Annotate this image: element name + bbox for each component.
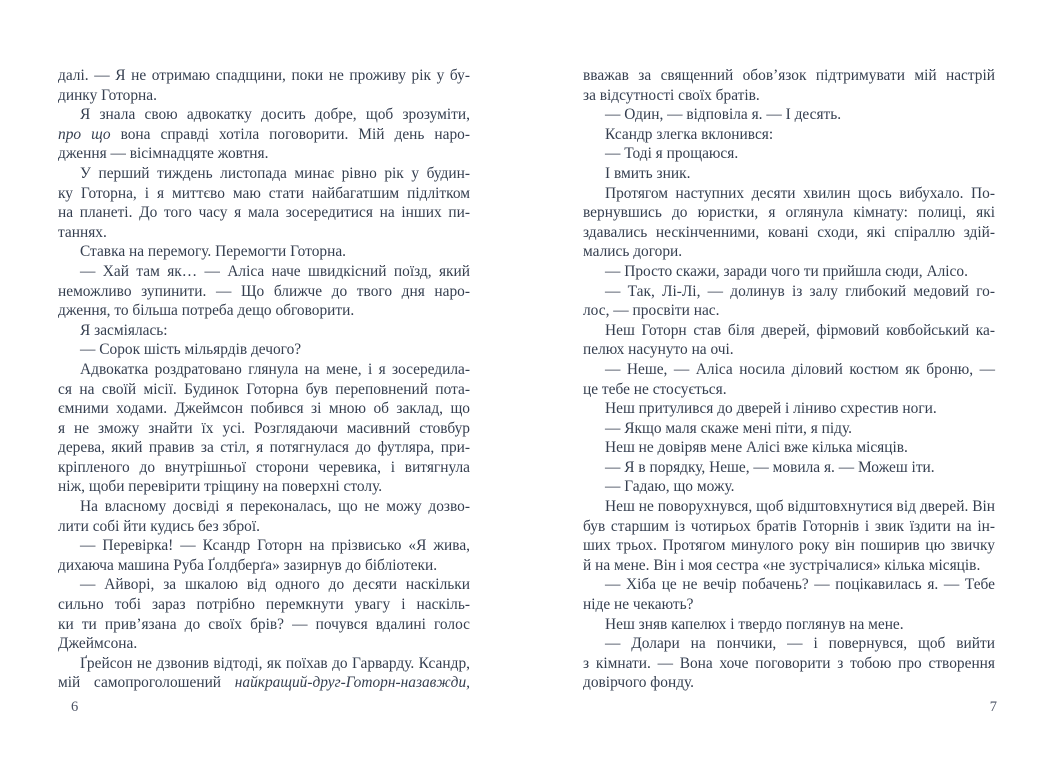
text-segment: — Я в порядку, Неше, — мовила я. — Можеш іти. bbox=[605, 458, 935, 476]
text-segment: мій самопроголошений bbox=[58, 674, 235, 692]
text-segment: далі. — Я не отримаю спадщини, поки не проживу рік у бу- bbox=[58, 67, 470, 84]
text-line bbox=[583, 419, 995, 439]
text-segment: — Просто скажи, заради чого ти прийшла сюди, Алісо. bbox=[605, 262, 968, 280]
text-segment: кріпленого до внутрішньої сторони черевика, і витягнула bbox=[58, 458, 470, 476]
text-segment: й на мене. Він і моя сестра «не зустрічалися» кілька місяців. bbox=[583, 556, 981, 574]
text-segment: — Сорок шість мільярдів дечого? bbox=[80, 341, 302, 359]
text-line bbox=[58, 184, 470, 204]
text-segment: я не зможу знайти їх усі. Розглядаючи масивний стовбур bbox=[58, 419, 470, 437]
right-page-text-block bbox=[583, 66, 995, 693]
text-line bbox=[583, 203, 995, 223]
text-segment: — Хіба це не вечір побачень? — поцікавилась я. — Тебе bbox=[605, 576, 995, 594]
text-segment: здавались нескінченними, ковані сходи, які спіраллю здій- bbox=[583, 223, 995, 241]
text-line bbox=[58, 282, 470, 302]
text-segment: — Якщо маля скаже мені піти, я піду. bbox=[605, 419, 852, 437]
text-segment: Протягом наступних десяти хвилин щось вибухало. По- bbox=[605, 184, 995, 202]
text-segment: — Гадаю, що можу. bbox=[605, 478, 735, 496]
text-segment: це тебе не стосується. bbox=[583, 380, 727, 398]
text-line bbox=[583, 223, 995, 243]
text-segment: Ксандр злегка вклонився: bbox=[605, 125, 774, 143]
text-line bbox=[58, 380, 470, 400]
text-segment: ємними ходами. Джеймсон побився зі мною об заклад, що bbox=[58, 400, 470, 418]
text-line bbox=[583, 242, 995, 262]
text-line bbox=[58, 497, 470, 517]
text-line bbox=[583, 673, 995, 693]
text-line bbox=[58, 340, 470, 360]
text-line bbox=[58, 301, 470, 321]
text-line bbox=[583, 497, 995, 517]
text-segment: був старшим із чотирьох братів Готорнів і звик їздити на ін- bbox=[583, 517, 995, 535]
text-line bbox=[58, 654, 470, 674]
text-segment: На власному досвіді я переконалась, що не можу дозво- bbox=[80, 498, 470, 516]
text-segment: Я засміялась: bbox=[80, 321, 168, 339]
text-segment: вона справді хотіла поговорити. Мій день наро- bbox=[110, 125, 470, 143]
page-number-left: 6 bbox=[71, 699, 79, 715]
text-line bbox=[583, 125, 995, 145]
text-line bbox=[58, 458, 470, 478]
text-line bbox=[583, 184, 995, 204]
text-line bbox=[58, 262, 470, 282]
text-segment: ку Готорна, і я миттєво маю стати найбагатшим підлітком bbox=[58, 184, 470, 202]
text-segment: пелюх насунуто на очі. bbox=[583, 341, 734, 359]
text-line bbox=[583, 438, 995, 458]
text-segment: Я знала свою адвокатку досить добре, щоб зрозуміти, bbox=[80, 106, 470, 124]
text-segment: — Хай там як… — Аліса наче швидкісний поїзд, який bbox=[80, 262, 470, 280]
text-line bbox=[583, 380, 995, 400]
text-line bbox=[583, 458, 995, 478]
text-line bbox=[583, 164, 995, 184]
text-segment: вернувшись до юристки, я оглянула кімнату: полиці, які bbox=[583, 204, 995, 222]
text-segment: на планеті. До того часу я мала зосередитися на інших пи- bbox=[58, 204, 470, 222]
text-line bbox=[58, 66, 470, 86]
text-segment: Неш не поворухнувся, щоб відштовхнутися від дверей. Він bbox=[605, 498, 995, 516]
text-line bbox=[58, 203, 470, 223]
text-segment: Неш зняв капелюх і твердо поглянув на мене. bbox=[605, 615, 904, 633]
text-segment: дження, то більша потреба дещо обговорити. bbox=[58, 302, 355, 320]
text-line bbox=[583, 517, 995, 537]
text-line bbox=[58, 615, 470, 635]
text-segment: таннях. bbox=[58, 223, 107, 241]
left-page-text-block bbox=[58, 66, 470, 693]
text-line bbox=[583, 634, 995, 654]
text-line bbox=[58, 223, 470, 243]
page-number-right: 7 bbox=[989, 699, 997, 715]
text-segment: за відсутності своїх братів. bbox=[583, 86, 760, 104]
text-segment: дихаюча машина Руба Ґолдберґа» зазирнув до бібліотеки. bbox=[58, 556, 438, 574]
text-line bbox=[58, 477, 470, 497]
text-segment: Неш Готорн став біля дверей, фірмовий ковбойський ка- bbox=[605, 321, 995, 339]
text-line bbox=[58, 360, 470, 380]
text-line bbox=[583, 654, 995, 674]
text-segment: — Неше, — Аліса носила діловий костюм як броню, — bbox=[605, 360, 995, 378]
text-segment: ки ти прив’язана до своїх брів? — почувся вдалині голос bbox=[58, 615, 470, 633]
text-segment: Ставка на перемогу. Перемогти Готорна. bbox=[80, 243, 346, 261]
text-line bbox=[583, 360, 995, 380]
text-line bbox=[583, 575, 995, 595]
text-line bbox=[583, 86, 995, 106]
text-line bbox=[58, 399, 470, 419]
text-line bbox=[583, 556, 995, 576]
text-segment: довірчого фонду. bbox=[583, 674, 695, 692]
text-segment: — Так, Лі-Лі, — долинув із залу глибокий медовий го- bbox=[605, 282, 995, 300]
text-segment: Ґрейсон не дзвонив відтоді, як поїхав до Гарварду. Ксандр, bbox=[80, 654, 470, 672]
text-segment: Джеймсона. bbox=[58, 635, 138, 653]
text-segment: Адвокатка роздратовано глянула на мене, і я зосередила- bbox=[80, 360, 470, 378]
text-segment: лос, — просвіти нас. bbox=[583, 302, 720, 320]
text-segment: ся на своїй місії. Будинок Готорна був переповнений пота- bbox=[58, 380, 470, 398]
text-line bbox=[58, 164, 470, 184]
text-segment: дерева, який правив за стіл, я потягнулася до футляра, при- bbox=[58, 439, 470, 457]
text-line bbox=[583, 477, 995, 497]
text-segment: мались догори. bbox=[583, 243, 683, 261]
text-line bbox=[58, 517, 470, 537]
text-line bbox=[58, 105, 470, 125]
text-line bbox=[583, 340, 995, 360]
text-segment: дження — вісімнадцяте жовтня. bbox=[58, 145, 269, 163]
italic-text-segment: про що bbox=[58, 125, 111, 143]
text-line bbox=[583, 105, 995, 125]
text-line bbox=[58, 419, 470, 439]
text-line bbox=[583, 595, 995, 615]
text-line bbox=[58, 86, 470, 106]
text-segment: — Долари на пончики, — і повернувся, щоб вийти bbox=[605, 635, 995, 653]
text-line bbox=[58, 595, 470, 615]
text-line bbox=[58, 125, 470, 145]
text-line bbox=[583, 66, 995, 86]
text-line bbox=[583, 262, 995, 282]
text-segment: — Айворі, за шкалою від одного до десяти наскільки bbox=[80, 576, 470, 594]
text-line bbox=[583, 536, 995, 556]
text-segment: з кімнати. — Вона хоче поговорити з тобою про створення bbox=[583, 654, 995, 672]
text-line bbox=[58, 673, 470, 693]
text-segment: Неш не довіряв мене Алісі вже кілька місяців. bbox=[605, 439, 908, 457]
text-segment: лити собі йти кудись без зброї. bbox=[58, 517, 261, 535]
text-segment: ших трьох. Протягом минулого року він поширив цю звичку bbox=[583, 537, 995, 555]
text-line bbox=[58, 438, 470, 458]
text-line bbox=[58, 144, 470, 164]
text-segment: неможливо зупинити. — Що ближче до твого дня наро- bbox=[58, 282, 470, 300]
text-segment: — Перевірка! — Ксандр Готорн на прізвисько «Я жива, bbox=[80, 537, 470, 555]
text-segment: І вмить зник. bbox=[605, 164, 691, 182]
text-line bbox=[583, 282, 995, 302]
text-line bbox=[583, 144, 995, 164]
text-segment: динку Готорна. bbox=[58, 86, 157, 104]
text-line bbox=[583, 615, 995, 635]
text-line bbox=[58, 575, 470, 595]
text-segment: ніде не чекають? bbox=[583, 596, 694, 614]
text-line bbox=[58, 634, 470, 654]
text-segment: Неш притулився до дверей і ліниво схрестив ноги. bbox=[605, 400, 937, 418]
text-line bbox=[58, 556, 470, 576]
text-line bbox=[583, 399, 995, 419]
text-segment: У перший тиждень листопада минає рівно рік у будин- bbox=[80, 164, 470, 182]
text-line bbox=[583, 321, 995, 341]
text-segment: ніж, щоби перевірити тріщину на поверхні столу. bbox=[58, 478, 383, 496]
italic-text-segment: найкращий-друг-Готорн-назавжди, bbox=[234, 674, 470, 692]
text-line bbox=[58, 536, 470, 556]
text-line bbox=[58, 321, 470, 341]
text-segment: — Один, — відповіла я. — І десять. bbox=[605, 106, 842, 124]
text-segment: сильно тобі зараз потрібно перемкнути увагу і наскіль- bbox=[58, 596, 470, 614]
text-segment: — Тоді я прощаюся. bbox=[605, 145, 739, 163]
text-line bbox=[58, 242, 470, 262]
text-line bbox=[583, 301, 995, 321]
text-segment: вважав за священний обов’язок підтримувати мій настрій bbox=[583, 67, 995, 84]
